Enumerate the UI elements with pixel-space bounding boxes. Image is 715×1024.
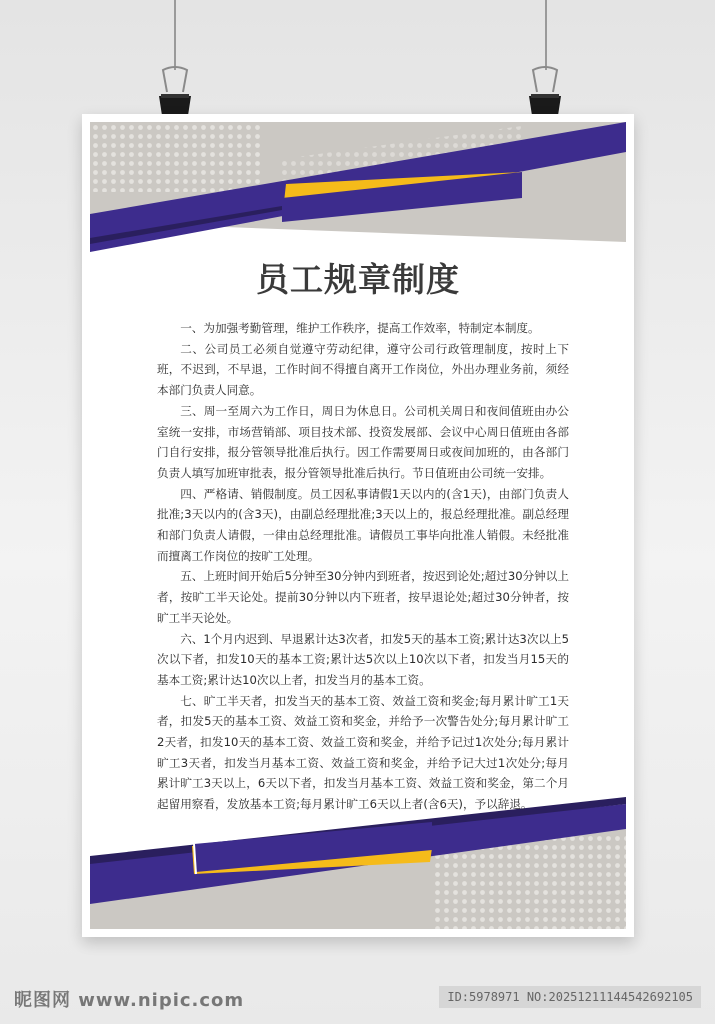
- poster-sheet: [82, 114, 634, 937]
- hanging-wire-left: [174, 0, 176, 70]
- rule-paragraph-7: 七、旷工半天者，扣发当天的基本工资、效益工资和奖金;每月累计旷工1天者，扣发5天的基本工资、效益工资和奖金，并给予一次警告处分;每月累计旷工2天者，扣发10天的基本工资、效益工资和奖金，并给予记过1次处分;每月累计旷工3天者，扣发当月基本工资、效益工资和奖金，并给予记大过1次处分;每月累计旷工3天以上，6天以下者，扣发当月基本工资、效益工资和奖金，第二个月起留用察看，发放基本工资;每月累计旷工6天以上者(含6天)，予以辞退。: [157, 693, 569, 812]
- rule-paragraph-6: 六、1个月内迟到、早退累计达3次者，扣发5天的基本工资;累计达3次以上5次以下者，扣发10天的基本工资;累计达5次以上10次以下者，扣发当月15天的基本工资;累计达10次以上者，扣发当月的基本工资。: [157, 631, 569, 687]
- rule-paragraph-4: 四、严格请、销假制度。员工因私事请假1天以内的(含1天)，由部门负责人批准;3天以内的(含3天)，由副总经理批准;3天以上的，报总经理批准。副总经理和部门负责人请假，一律由总经理批准。请假员工事毕向批准人销假。未经批准而擅离工作岗位的按旷工处理。: [157, 486, 569, 563]
- rules-body: [157, 318, 569, 815]
- hanging-wire-right: [545, 0, 547, 70]
- image-id-label: ID:5978971 NO:20251211144542692105: [439, 986, 701, 1008]
- watermark-logo: 昵图网 www.nipic.com: [14, 990, 245, 1011]
- rule-paragraph-3: 三、周一至周六为工作日，周日为休息日。公司机关周日和夜间值班由办公室统一安排，市场营销部、项目技术部、投资发展部、会议中心周日值班由各部门自行安排，报分管领导批准后执行。因工作需要周日或夜间加班的，由各部门负责人填写加班审批表，报分管领导批准后执行。节日值班由公司统一安排。: [157, 403, 569, 480]
- page-title: 员工规章制度: [256, 260, 460, 299]
- rule-paragraph-2: 二、公司员工必须自觉遵守劳动纪律，遵守公司行政管理制度，按时上下班，不迟到，不早退，工作时间不得擅自离开工作岗位，外出办理业务前，须经本部门负责人同意。: [157, 341, 569, 398]
- rule-paragraph-1: 一、为加强考勤管理，维护工作秩序，提高工作效率，特制定本制度。: [180, 321, 540, 335]
- rule-paragraph-5: 五、上班时间开始后5分钟至30分钟内到班者，按迟到论处;超过30分钟以上者，按旷工半天论处。提前30分钟以内下班者，按早退论处;超过30分钟者，按旷工半天论处。: [157, 569, 569, 625]
